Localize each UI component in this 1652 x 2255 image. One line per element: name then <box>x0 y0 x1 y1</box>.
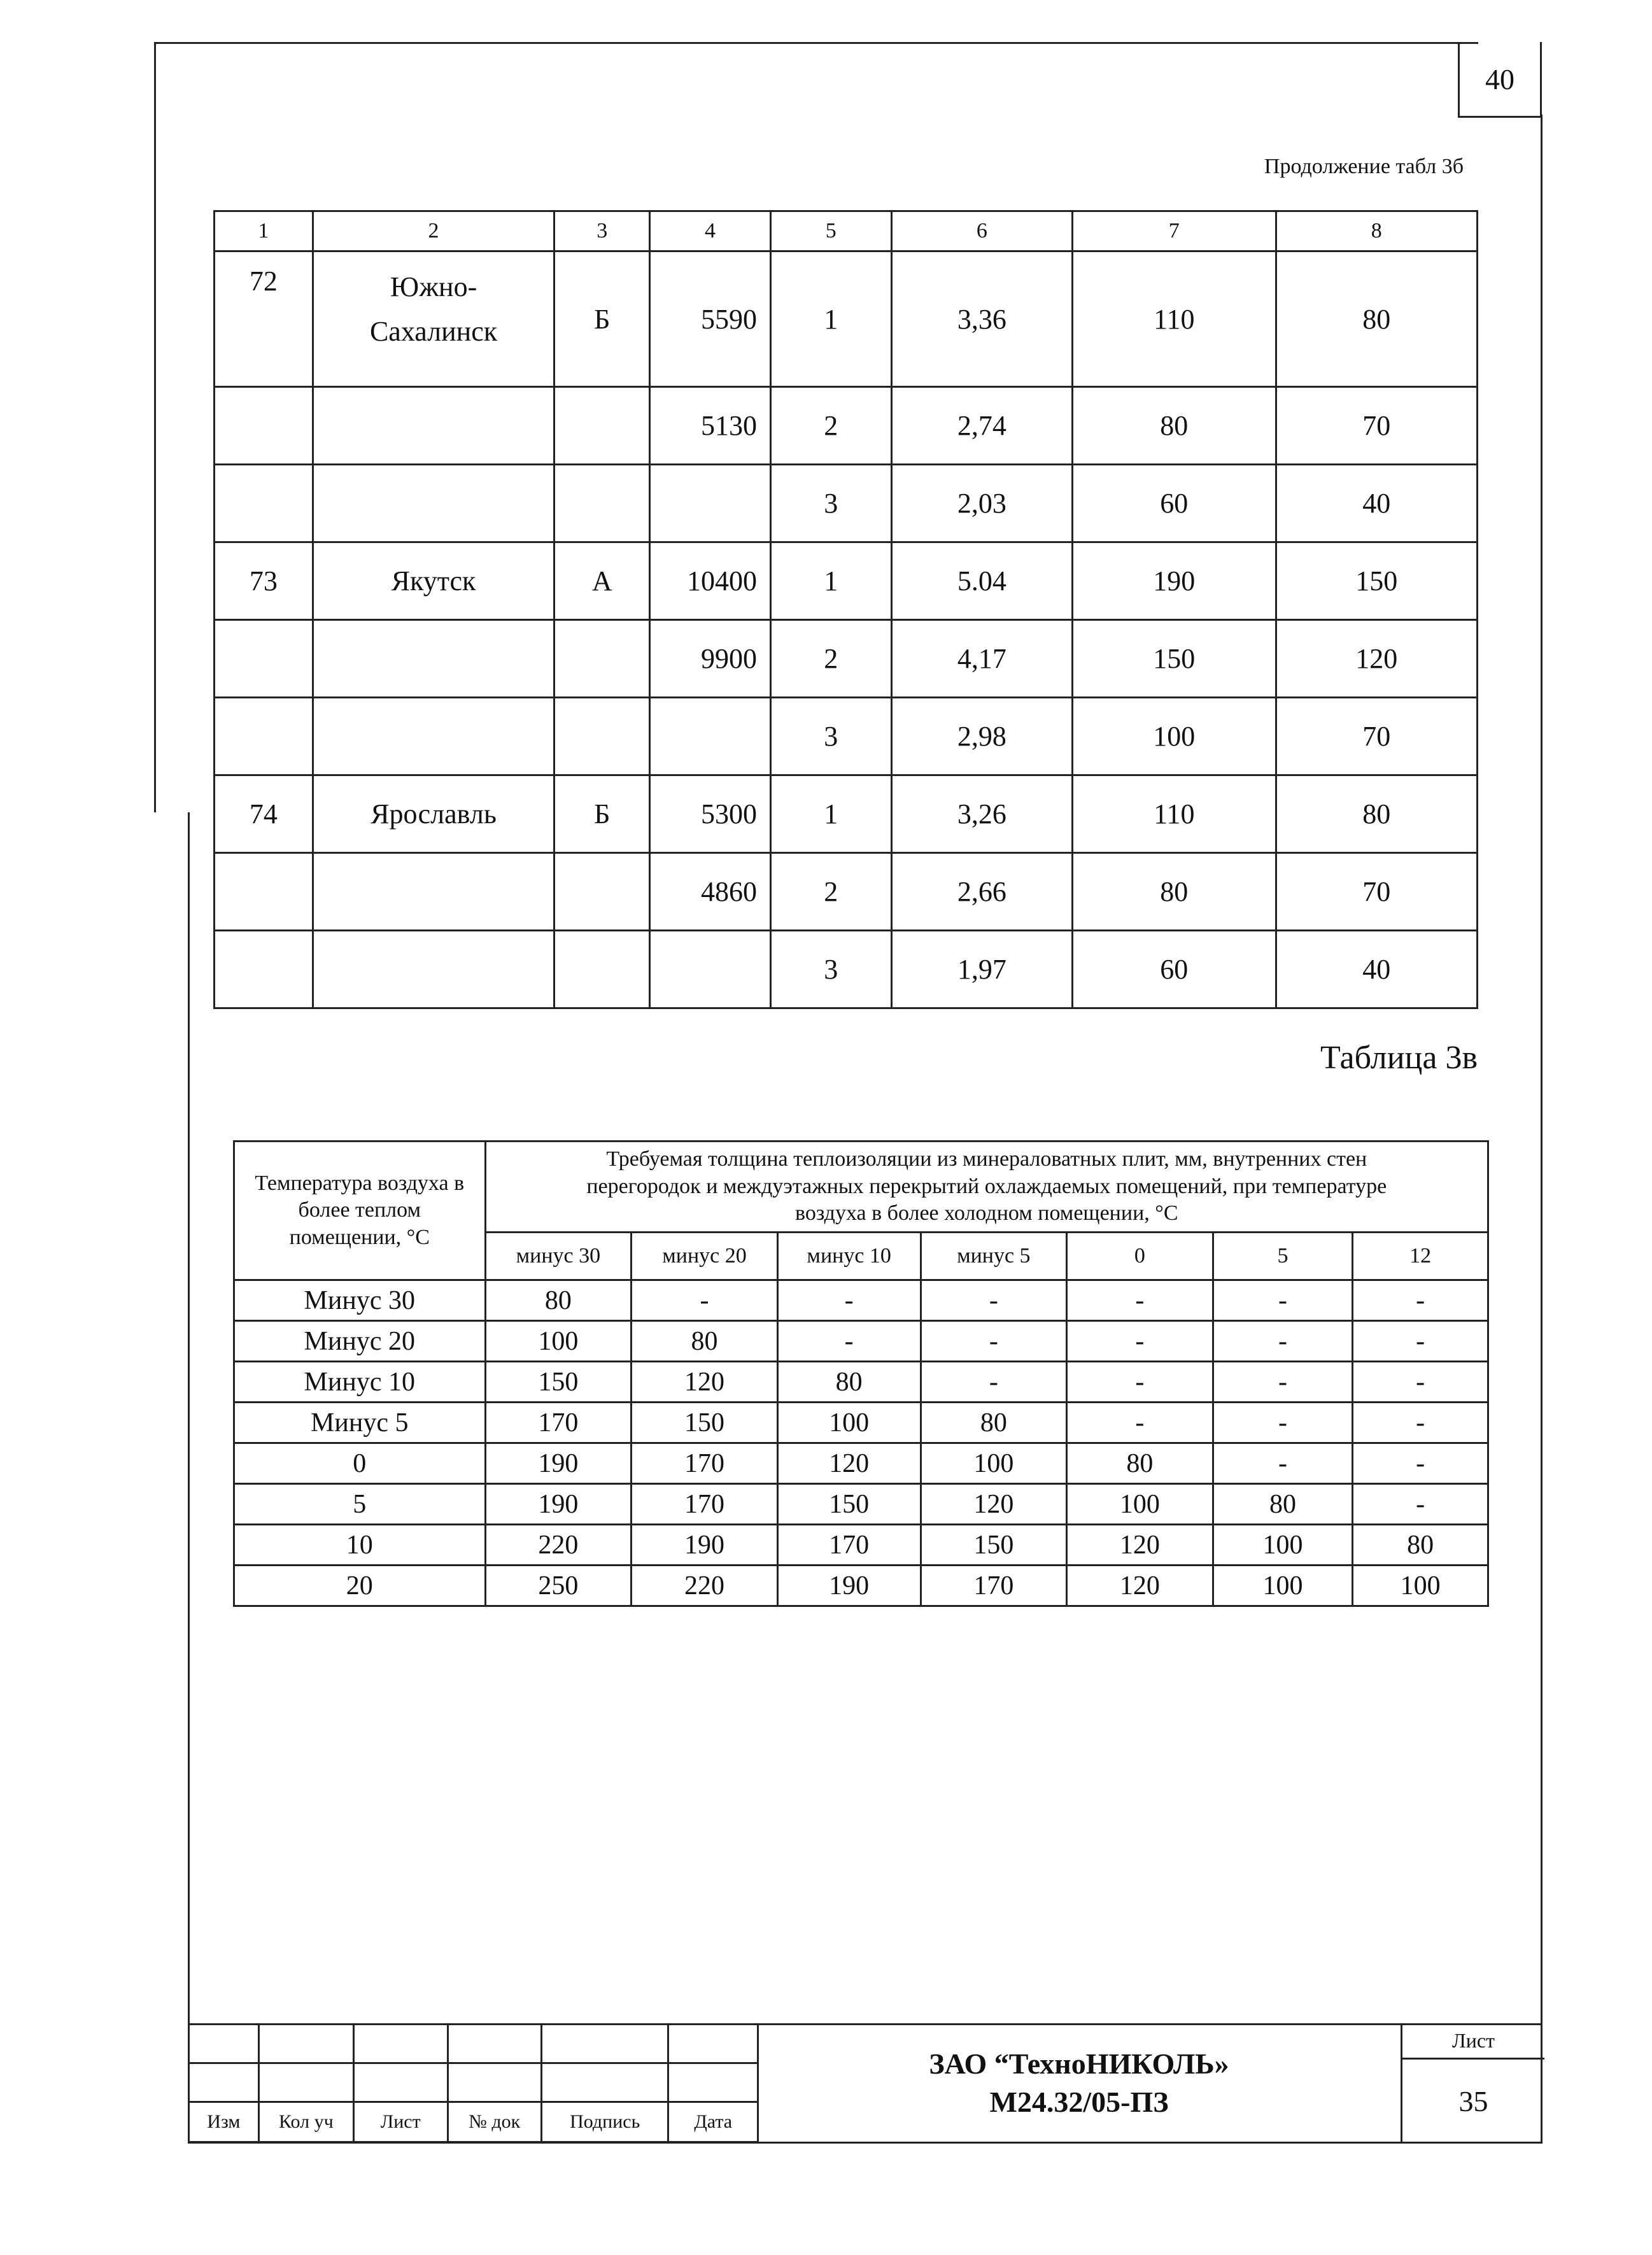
table-cell: - <box>1353 1484 1488 1525</box>
table-cell: - <box>1213 1280 1353 1321</box>
col-header-group: Требуемая толщина теплоизоляции из минераловатных плит, мм, внутренних стен перегородок и междуэтажных перекрытий охлаждаемых помещений, при температуре воздуха в более холодном помещении, °С <box>485 1142 1488 1233</box>
table-cell: 80 <box>485 1280 632 1321</box>
table-cell: - <box>1213 1362 1353 1403</box>
table-cell: 120 <box>1067 1566 1213 1606</box>
table-cell: 60 <box>1073 931 1276 1008</box>
table-cell: 190 <box>485 1443 632 1484</box>
table-cell: 120 <box>777 1443 921 1484</box>
title-block <box>188 2023 1543 2143</box>
table-cell: 70 <box>1276 853 1477 931</box>
table-cell <box>215 853 313 931</box>
table-row <box>215 465 1478 542</box>
table-cell: 5590 <box>650 251 771 387</box>
stamp-cell <box>189 2063 259 2102</box>
table-cell: 10400 <box>650 542 771 620</box>
table-cell <box>650 698 771 775</box>
table-cell: 2,66 <box>891 853 1073 931</box>
table-header-row <box>215 211 1478 251</box>
col-header: 4 <box>650 211 771 251</box>
table-cell: 3,36 <box>891 251 1073 387</box>
table-row <box>234 1362 1488 1403</box>
stamp-col-label: Изм <box>189 2102 259 2142</box>
table-cell <box>554 387 650 465</box>
table-cell <box>313 931 554 1008</box>
table-cell: 150 <box>632 1403 778 1443</box>
table-cell <box>554 465 650 542</box>
stamp-cell <box>668 2025 758 2063</box>
stamp-cell <box>354 2063 448 2102</box>
table-cell: 250 <box>485 1566 632 1606</box>
table-row <box>234 1403 1488 1443</box>
table-cell: 74 <box>215 775 313 853</box>
frame-left-lower <box>188 812 190 2143</box>
table-cell <box>650 931 771 1008</box>
col-header: 1 <box>215 211 313 251</box>
table-cell: - <box>1067 1362 1213 1403</box>
col-header: 5 <box>1213 1233 1353 1280</box>
table-cell: Б <box>554 251 650 387</box>
table-cell: 2,03 <box>891 465 1073 542</box>
table-cell: 100 <box>1067 1484 1213 1525</box>
table-cell: 80 <box>777 1362 921 1403</box>
row-label: Минус 10 <box>234 1362 486 1403</box>
col-header: 7 <box>1073 211 1276 251</box>
stamp-col-label: Кол уч <box>258 2102 353 2142</box>
table-cell: - <box>1353 1321 1488 1362</box>
table-cell: 120 <box>1276 620 1477 698</box>
table-cell: 1 <box>770 775 891 853</box>
stamp-cell <box>541 2025 668 2063</box>
table-cell: 220 <box>485 1525 632 1566</box>
table-cell: 100 <box>921 1443 1067 1484</box>
table-cell: 100 <box>777 1403 921 1443</box>
table-cell <box>313 620 554 698</box>
row-label: Минус 20 <box>234 1321 486 1362</box>
sheet-box <box>1401 2023 1544 2143</box>
table-cell: Южно- Сахалинск <box>313 251 554 387</box>
table-cell: - <box>1353 1280 1488 1321</box>
table-cell: 3,26 <box>891 775 1073 853</box>
table-header-row <box>234 1142 1488 1233</box>
table-row <box>215 931 1478 1008</box>
col-header: 12 <box>1353 1233 1488 1280</box>
table-cell: - <box>1353 1362 1488 1403</box>
document-code: М24.32/05-ПЗ <box>989 2086 1169 2118</box>
table-cell: 220 <box>632 1566 778 1606</box>
table-cell <box>313 465 554 542</box>
table-cell: 100 <box>1353 1566 1488 1606</box>
col-header: 0 <box>1067 1233 1213 1280</box>
col-header: минус 30 <box>485 1233 632 1280</box>
col-header: 5 <box>770 211 891 251</box>
table-cell: - <box>1213 1403 1353 1443</box>
frame-left <box>154 42 156 812</box>
table-cell <box>313 853 554 931</box>
col-header: 2 <box>313 211 554 251</box>
table-cell: - <box>1067 1280 1213 1321</box>
table-cell: - <box>921 1280 1067 1321</box>
table-cell: - <box>1067 1403 1213 1443</box>
table-cell: 9900 <box>650 620 771 698</box>
table-cell: 120 <box>921 1484 1067 1525</box>
stamp-col-label: Подпись <box>541 2102 668 2142</box>
col-header: 8 <box>1276 211 1477 251</box>
table-cell: 80 <box>921 1403 1067 1443</box>
row-label: Минус 5 <box>234 1403 486 1443</box>
table-cell: 110 <box>1073 775 1276 853</box>
table-cell: - <box>1353 1403 1488 1443</box>
table-cell: - <box>777 1321 921 1362</box>
row-label: 10 <box>234 1525 486 1566</box>
table-cell <box>215 931 313 1008</box>
table-cell <box>313 698 554 775</box>
table-cell: 60 <box>1073 465 1276 542</box>
row-label: Минус 30 <box>234 1280 486 1321</box>
table-row <box>234 1566 1488 1606</box>
table-cell: 4860 <box>650 853 771 931</box>
table-cell: 80 <box>1276 775 1477 853</box>
table-cell: - <box>1353 1443 1488 1484</box>
table-row <box>215 387 1478 465</box>
stamp-cell <box>258 2025 353 2063</box>
table-cell <box>554 698 650 775</box>
table-cell: А <box>554 542 650 620</box>
table-cell: 170 <box>777 1525 921 1566</box>
row-label: 20 <box>234 1566 486 1606</box>
row-label: 0 <box>234 1443 486 1484</box>
stamp-cell <box>258 2063 353 2102</box>
sheet-number: 35 <box>1458 2085 1488 2117</box>
table-cell: - <box>921 1362 1067 1403</box>
table-cell <box>215 387 313 465</box>
table-row <box>234 1525 1488 1566</box>
table-row <box>234 1443 1488 1484</box>
stamp-cell <box>541 2063 668 2102</box>
table-cell: 150 <box>485 1362 632 1403</box>
frame-top <box>154 42 1478 44</box>
table-cell: 80 <box>1353 1525 1488 1566</box>
table-cell: 80 <box>1213 1484 1353 1525</box>
document-title <box>758 2023 1401 2143</box>
table-cell <box>554 620 650 698</box>
table-cell: 190 <box>1073 542 1276 620</box>
table-cell: - <box>777 1280 921 1321</box>
table-cell: - <box>1067 1321 1213 1362</box>
table-row <box>234 1321 1488 1362</box>
frame-right <box>1541 115 1543 2143</box>
table-cell: 190 <box>485 1484 632 1525</box>
continuation-label: Продолжение табл 3б <box>1264 155 1464 178</box>
table-cell: - <box>632 1280 778 1321</box>
table-3v-title: Таблица 3в <box>1320 1040 1478 1076</box>
table-cell: 5300 <box>650 775 771 853</box>
table-cell: 150 <box>1073 620 1276 698</box>
table-cell: 110 <box>1073 251 1276 387</box>
table-cell: 2 <box>770 387 891 465</box>
table-cell: 2 <box>770 853 891 931</box>
table-cell: 40 <box>1276 465 1477 542</box>
table-cell: 100 <box>485 1321 632 1362</box>
table-row <box>215 251 1478 387</box>
table-cell <box>215 465 313 542</box>
stamp-cell <box>354 2025 448 2063</box>
table-cell: 100 <box>1073 698 1276 775</box>
stamp-col-label: № док <box>448 2102 541 2142</box>
stamp-cell <box>448 2063 541 2102</box>
table-cell: 3 <box>770 931 891 1008</box>
table-row <box>215 853 1478 931</box>
table-cell: 5.04 <box>891 542 1073 620</box>
revision-table <box>188 2023 759 2143</box>
table-cell <box>554 853 650 931</box>
col-header: минус 10 <box>777 1233 921 1280</box>
table-cell <box>215 620 313 698</box>
col-header: 6 <box>891 211 1073 251</box>
table-row <box>215 775 1478 853</box>
table-cell: 2,74 <box>891 387 1073 465</box>
table-cell: 170 <box>485 1403 632 1443</box>
table-cell <box>313 387 554 465</box>
table-cell: 1 <box>770 251 891 387</box>
table-cell: 190 <box>632 1525 778 1566</box>
table-cell: 120 <box>1067 1525 1213 1566</box>
table-row <box>215 620 1478 698</box>
col-header: минус 20 <box>632 1233 778 1280</box>
page-number: 40 <box>1458 42 1542 118</box>
table-cell: 5130 <box>650 387 771 465</box>
table-cell: 170 <box>632 1484 778 1525</box>
table-cell: 80 <box>1073 387 1276 465</box>
table-cell: 170 <box>632 1443 778 1484</box>
stamp-col-label: Лист <box>354 2102 448 2142</box>
table-cell: 150 <box>777 1484 921 1525</box>
table-cell: Якутск <box>313 542 554 620</box>
stamp-col-label: Дата <box>668 2102 758 2142</box>
table-cell: 120 <box>632 1362 778 1403</box>
stamp-cell <box>448 2025 541 2063</box>
table-cell: 72 <box>215 251 313 387</box>
table-cell: 73 <box>215 542 313 620</box>
table-cell: 2 <box>770 620 891 698</box>
table-cell: - <box>1213 1321 1353 1362</box>
table-cell: 100 <box>1213 1525 1353 1566</box>
col-header: 3 <box>554 211 650 251</box>
row-header: Температура воздуха в более теплом помещении, °С <box>234 1142 486 1280</box>
company-name: ЗАО “ТехноНИКОЛЬ» <box>929 2047 1229 2081</box>
table-cell: 70 <box>1276 387 1477 465</box>
table-cell: 80 <box>1073 853 1276 931</box>
table-cell: Б <box>554 775 650 853</box>
table-cell: 3 <box>770 698 891 775</box>
table-cell: 150 <box>1276 542 1477 620</box>
table-row <box>234 1280 1488 1321</box>
row-label: 5 <box>234 1484 486 1525</box>
table-3v <box>233 1140 1489 1607</box>
stamp-cell <box>668 2063 758 2102</box>
table-cell: 80 <box>1067 1443 1213 1484</box>
table-cell: 1 <box>770 542 891 620</box>
table-cell: 80 <box>1276 251 1477 387</box>
table-cell: - <box>921 1321 1067 1362</box>
table-cell: 40 <box>1276 931 1477 1008</box>
table-cell: 100 <box>1213 1566 1353 1606</box>
table-row <box>215 698 1478 775</box>
table-cell <box>554 931 650 1008</box>
table-cell: Ярославль <box>313 775 554 853</box>
table-cell: 190 <box>777 1566 921 1606</box>
table-cell: 4,17 <box>891 620 1073 698</box>
table-cell: 150 <box>921 1525 1067 1566</box>
table-cell: 170 <box>921 1566 1067 1606</box>
table-cell: 80 <box>632 1321 778 1362</box>
table-cell: 1,97 <box>891 931 1073 1008</box>
table-cell: 2,98 <box>891 698 1073 775</box>
table-row <box>215 542 1478 620</box>
table-cell: 70 <box>1276 698 1477 775</box>
sheet-label: Лист <box>1402 2023 1544 2060</box>
table-cell <box>215 698 313 775</box>
table-cell: - <box>1213 1443 1353 1484</box>
table-row <box>234 1484 1488 1525</box>
table-cell: 3 <box>770 465 891 542</box>
stamp-cell <box>189 2025 259 2063</box>
col-header: минус 5 <box>921 1233 1067 1280</box>
table-cell <box>650 465 771 542</box>
table-3b <box>213 210 1478 1009</box>
